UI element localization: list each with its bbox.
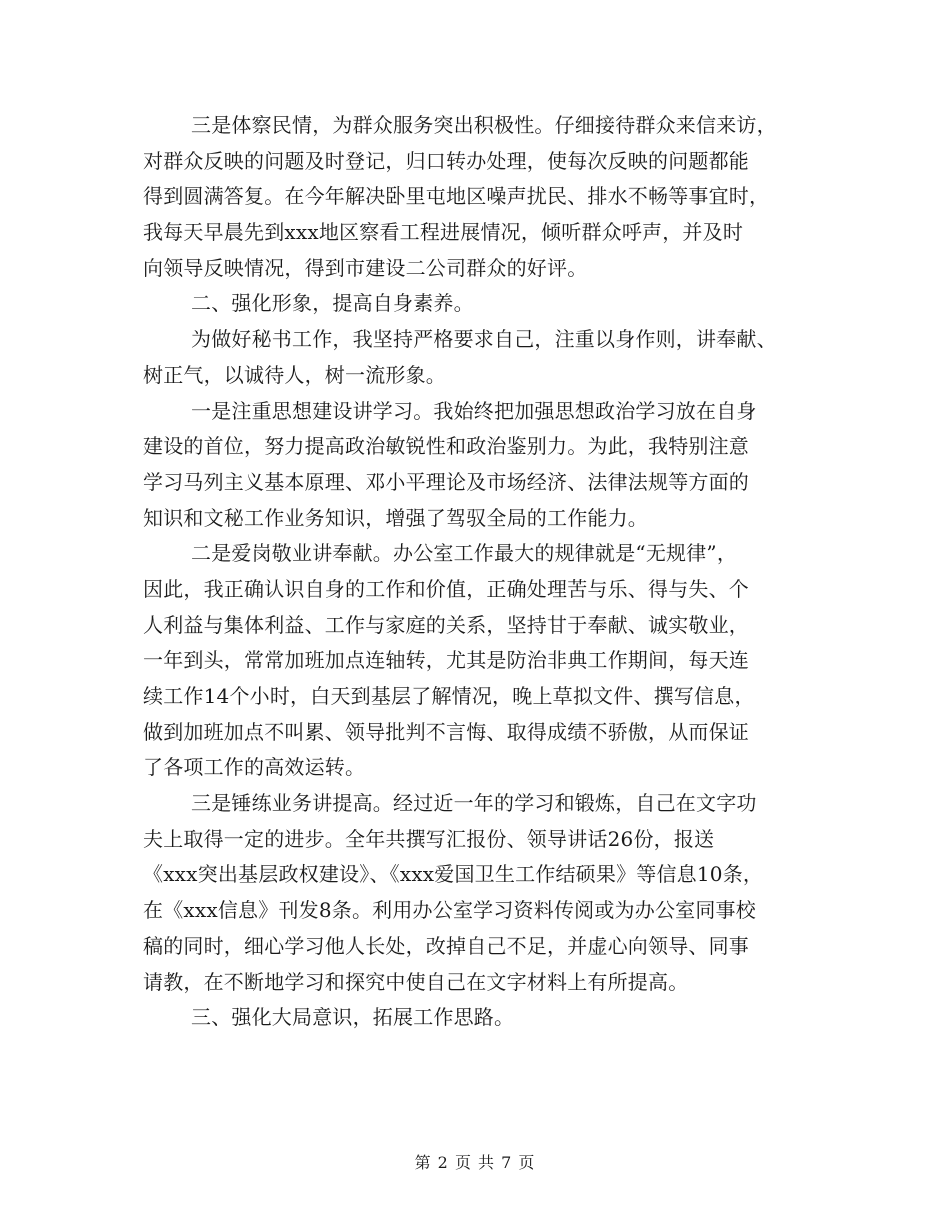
body-line: 三是体察民情，为群众服务突出积极性。仔细接待群众来信来访， bbox=[191, 113, 777, 137]
body-line: 对群众反映的问题及时登记，归口转办处理，使每次反映的问题都能 bbox=[143, 148, 749, 173]
body-line: 了各项工作的高效运转。 bbox=[143, 755, 366, 780]
body-line: 因此，我正确认识自身的工作和价值，正确处理苦与乐、得与失、个 bbox=[143, 576, 749, 601]
body-line: 建设的首位，努力提高政治敏锐性和政治鉴别力。为此，我特别注意 bbox=[143, 434, 749, 459]
page-number-footer: 第 2 页 共 7 页 bbox=[414, 1153, 536, 1172]
section-heading: 三、强化大局意识，拓展工作思路。 bbox=[191, 1005, 515, 1030]
body-line: 请教，在不断地学习和探究中使自己在文字材料上有所提高。 bbox=[143, 969, 689, 994]
body-line: 向领导反映情况，得到市建设二公司群众的好评。 bbox=[143, 255, 588, 280]
body-line: 《xxx突出基层政权建设》、《xxx爱国卫生工作结硕果》等信息10条， bbox=[143, 862, 764, 887]
body-line: 在《xxx信息》刊发8条。利用办公室学习资料传阅或为办公室同事校 bbox=[143, 898, 756, 923]
body-line: 我每天早晨先到xxx地区察看工程进展情况，倾听群众呼声，并及时 bbox=[143, 220, 744, 245]
body-line: 一年到头，常常加班加点连轴转，尤其是防治非典工作期间，每天连 bbox=[143, 648, 749, 673]
body-line: 做到加班加点不叫累、领导批判不言悔、取得成绩不骄傲，从而保证 bbox=[143, 719, 749, 744]
body-line: 续工作14个小时，白天到基层了解情况，晚上草拟文件、撰写信息， bbox=[143, 684, 755, 708]
body-line: 二是爱岗敬业讲奉献。办公室工作最大的规律就是“无规律”， bbox=[191, 541, 738, 566]
body-line: 得到圆满答复。在今年解决卧里屯地区噪声扰民、排水不畅等事宜时， bbox=[143, 184, 770, 209]
body-line: 为做好秘书工作，我坚持严格要求自己，注重以身作则，讲奉献、 bbox=[191, 327, 777, 352]
section-heading: 二、强化形象，提高自身素养。 bbox=[191, 291, 474, 316]
body-line: 夫上取得一定的进步。全年共撰写汇报份、领导讲话26份，报送 bbox=[143, 826, 715, 851]
body-line: 三是锤练业务讲提高。经过近一年的学习和锻炼，自己在文字功 bbox=[191, 791, 757, 816]
body-line: 树正气，以诚待人，树一流形象。 bbox=[143, 362, 446, 387]
body-line: 学习马列主义基本原理、邓小平理论及市场经济、法律法规等方面的 bbox=[143, 469, 749, 494]
document-body bbox=[143, 108, 823, 1036]
body-line: 一是注重思想建设讲学习。我始终把加强思想政治学习放在自身 bbox=[191, 398, 757, 423]
body-line: 人利益与集体利益、工作与家庭的关系，坚持甘于奉献、诚实敬业， bbox=[143, 612, 749, 637]
body-line: 稿的同时，细心学习他人长处，改掉自己不足，并虚心向领导、同事 bbox=[143, 933, 749, 958]
body-line: 知识和文秘工作业务知识，增强了驾驭全局的工作能力。 bbox=[143, 505, 648, 530]
